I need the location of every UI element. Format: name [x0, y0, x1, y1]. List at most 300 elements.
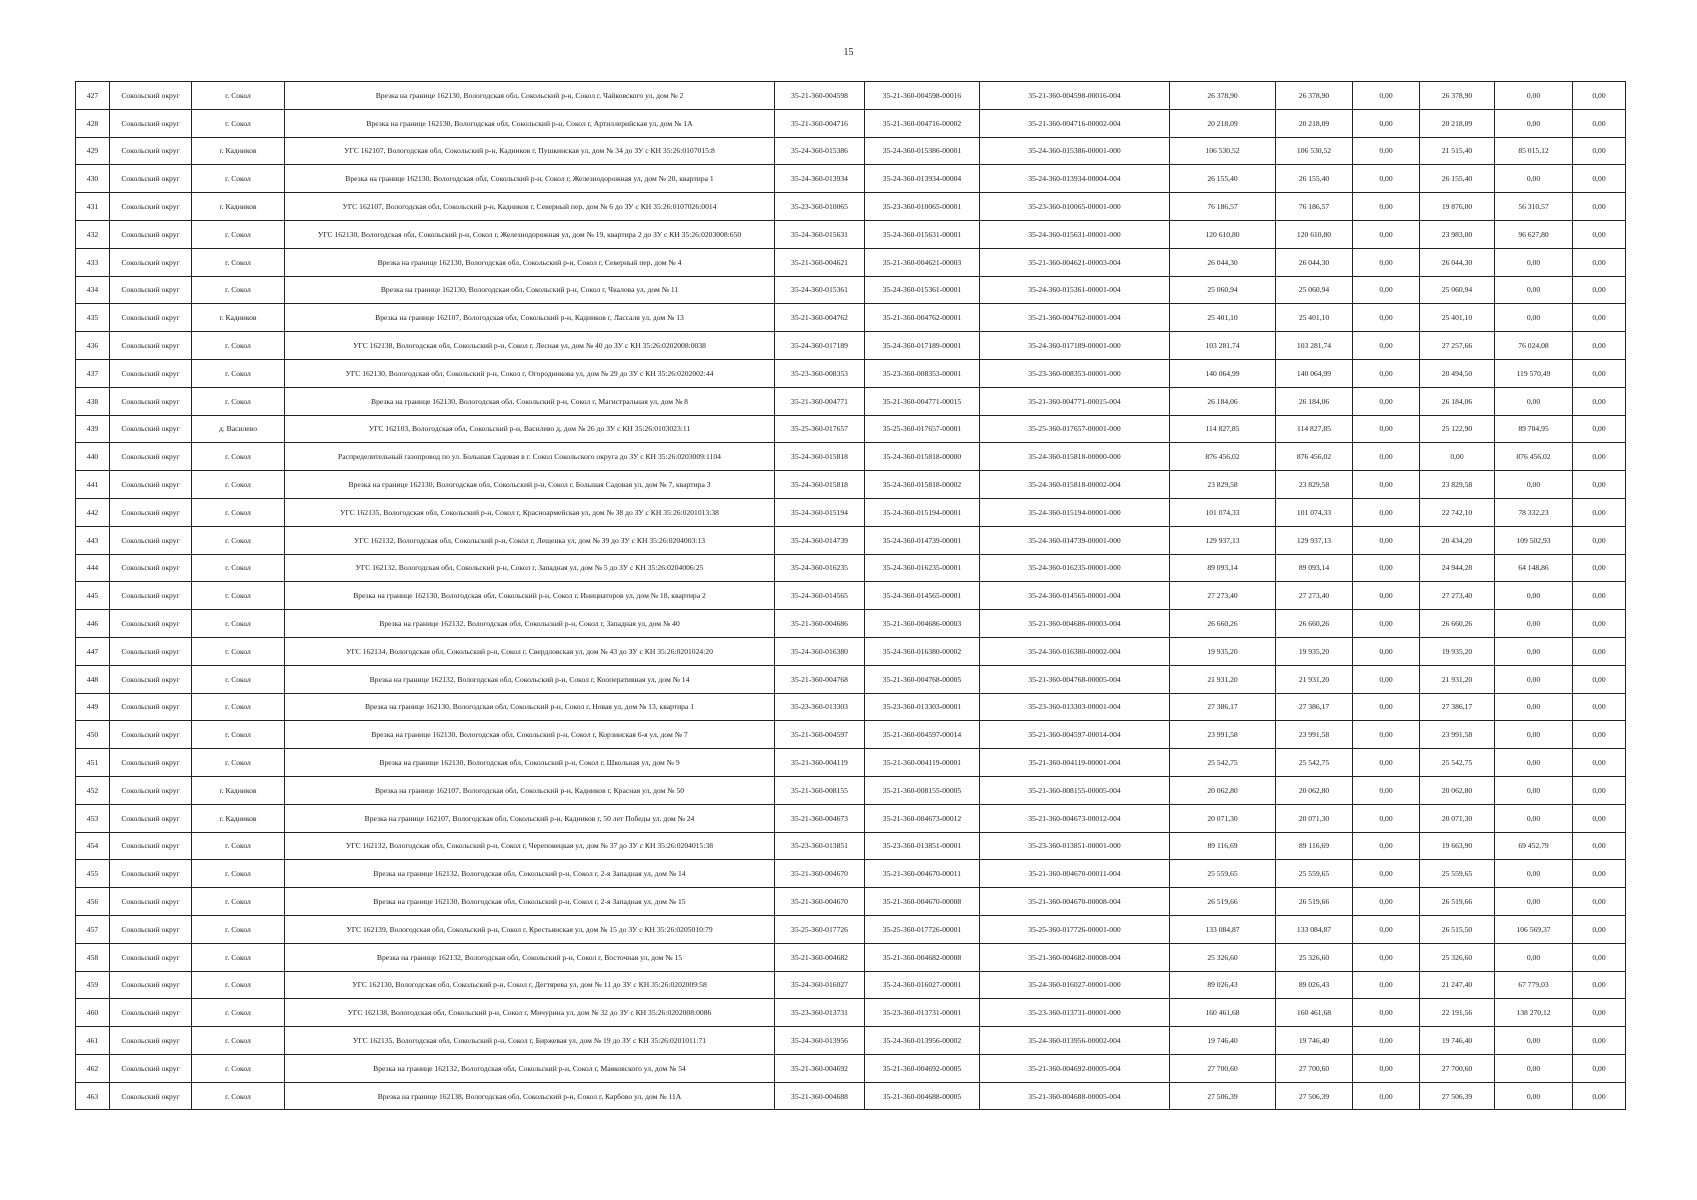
cadastral-quarter-cell: 35-21-360-004771 — [775, 387, 865, 415]
locality-cell: г. Сокол — [192, 971, 285, 999]
connection-cost-cell: 26 184,06 — [1420, 387, 1495, 415]
cost-cell: 26 519,66 — [1276, 888, 1353, 916]
network-cost-cell: 0,00 — [1495, 582, 1573, 610]
object-description-cell: УГС 162130, Вологодская обл, Сокольский р-н, Сокол г, Огородникова ул, дом № 29 до ЗУ с КН 35:26:0202002:44 — [285, 359, 775, 387]
table-row — [76, 832, 1626, 860]
connection-cost-cell: 20 218,09 — [1420, 109, 1495, 137]
object-id-cell: 35-24-360-013934-00004 — [865, 165, 980, 193]
locality-cell: г. Сокол — [192, 1082, 285, 1110]
object-id-cell: 35-24-360-016235-00001 — [865, 554, 980, 582]
sub-object-id-cell: 35-24-360-014739-00001-000 — [980, 526, 1170, 554]
cost-zero-cell: 0,00 — [1353, 971, 1420, 999]
connection-cost-cell: 23 991,58 — [1420, 721, 1495, 749]
table-row — [76, 1054, 1626, 1082]
district-cell: Сокольский округ — [110, 693, 192, 721]
object-description-cell: УГС 162134, Вологодская обл, Сокольский р-н, Сокол г, Свердловская ул, дом № 43 до ЗУ с КН 35:26:0201024:20 — [285, 637, 775, 665]
cost-cell: 25 060,94 — [1276, 276, 1353, 304]
connection-cost-cell: 22 191,56 — [1420, 999, 1495, 1027]
connection-cost-cell: 20 062,80 — [1420, 776, 1495, 804]
cost-zero-cell: 0,00 — [1353, 526, 1420, 554]
cost-cell: 26 378,90 — [1276, 82, 1353, 110]
connection-cost-cell: 20 434,20 — [1420, 526, 1495, 554]
connection-cost-cell: 26 155,40 — [1420, 165, 1495, 193]
connection-cost-cell: 0,00 — [1420, 443, 1495, 471]
cadastral-quarter-cell: 35-24-360-015386 — [775, 137, 865, 165]
sub-object-id-cell: 35-25-360-017657-00001-000 — [980, 415, 1170, 443]
object-description-cell: Врезка на границе 162130, Вологодская обл, Сокольский р-н, Сокол г, Магистральная ул, дом № 8 — [285, 387, 775, 415]
object-description-cell: Врезка на границе 162132, Вологодская обл, Сокольский р-н, Сокол г, Восточная ул, дом № 15 — [285, 943, 775, 971]
row-number-cell: 459 — [76, 971, 110, 999]
object-description-cell: Врезка на границе 162107, Вологодская обл, Сокольский р-н, Кадников г, 50 лет Победы ул, дом № 24 — [285, 804, 775, 832]
network-cost-cell: 138 270,12 — [1495, 999, 1573, 1027]
cost-zero-cell: 0,00 — [1353, 248, 1420, 276]
total-cost-cell: 89 116,69 — [1170, 832, 1276, 860]
total-cost-cell: 19 935,20 — [1170, 637, 1276, 665]
network-cost-cell: 78 332,23 — [1495, 498, 1573, 526]
district-cell: Сокольский округ — [110, 610, 192, 638]
network-cost-cell: 0,00 — [1495, 109, 1573, 137]
connection-cost-cell: 19 935,20 — [1420, 637, 1495, 665]
other-cost-cell: 0,00 — [1573, 137, 1626, 165]
district-cell: Сокольский округ — [110, 637, 192, 665]
other-cost-cell: 0,00 — [1573, 554, 1626, 582]
connection-cost-cell: 24 944,28 — [1420, 554, 1495, 582]
other-cost-cell: 0,00 — [1573, 1027, 1626, 1055]
cadastral-quarter-cell: 35-24-360-015361 — [775, 276, 865, 304]
object-description-cell: Врезка на границе 162130, Вологодская обл, Сокольский р-н, Сокол г, Железнодорожная ул, дом № 20, квартира 1 — [285, 165, 775, 193]
locality-cell: г. Сокол — [192, 248, 285, 276]
connection-cost-cell: 21 247,40 — [1420, 971, 1495, 999]
object-id-cell: 35-21-360-004716-00002 — [865, 109, 980, 137]
object-description-cell: Врезка на границе 162130, Вологодская обл, Сокольский р-н, Сокол г, Артиллерийская ул, дом № 1А — [285, 109, 775, 137]
cost-cell: 140 064,99 — [1276, 359, 1353, 387]
locality-cell: г. Сокол — [192, 1027, 285, 1055]
district-cell: Сокольский округ — [110, 471, 192, 499]
object-id-cell: 35-21-360-004682-00008 — [865, 943, 980, 971]
cost-zero-cell: 0,00 — [1353, 610, 1420, 638]
object-description-cell: УГС 162103, Вологодская обл, Сокольский р-н, Василево д, дом № 26 до ЗУ с КН 35:26:0103023:11 — [285, 415, 775, 443]
object-description-cell: Врезка на границе 162130, Вологодская обл, Сокольский р-н, Сокол г, Инициаторов ул, дом № 18, квартира 2 — [285, 582, 775, 610]
row-number-cell: 452 — [76, 776, 110, 804]
cost-zero-cell: 0,00 — [1353, 359, 1420, 387]
connection-cost-cell: 27 506,39 — [1420, 1082, 1495, 1110]
cadastral-quarter-cell: 35-23-360-013303 — [775, 693, 865, 721]
locality-cell: г. Сокол — [192, 82, 285, 110]
other-cost-cell: 0,00 — [1573, 915, 1626, 943]
object-id-cell: 35-25-360-017657-00001 — [865, 415, 980, 443]
sub-object-id-cell: 35-21-360-008155-00005-004 — [980, 776, 1170, 804]
object-id-cell: 35-24-360-015631-00001 — [865, 220, 980, 248]
total-cost-cell: 25 060,94 — [1170, 276, 1276, 304]
sub-object-id-cell: 35-23-360-013851-00001-000 — [980, 832, 1170, 860]
object-description-cell: Врезка на границе 162130, Вологодская обл, Сокольский р-н, Сокол г, Новая ул, дом № 13, квартира 1 — [285, 693, 775, 721]
cost-cell: 129 937,13 — [1276, 526, 1353, 554]
other-cost-cell: 0,00 — [1573, 943, 1626, 971]
object-description-cell: УГС 162138, Вологодская обл, Сокольский р-н, Сокол г, Лесная ул, дом № 40 до ЗУ с КН 35:26:0202008:0038 — [285, 332, 775, 360]
cost-cell: 20 071,30 — [1276, 804, 1353, 832]
sub-object-id-cell: 35-21-360-004670-00008-004 — [980, 888, 1170, 916]
cost-zero-cell: 0,00 — [1353, 165, 1420, 193]
cadastral-quarter-cell: 35-21-360-008155 — [775, 776, 865, 804]
cost-zero-cell: 0,00 — [1353, 776, 1420, 804]
other-cost-cell: 0,00 — [1573, 804, 1626, 832]
row-number-cell: 462 — [76, 1054, 110, 1082]
network-cost-cell: 64 148,86 — [1495, 554, 1573, 582]
sub-object-id-cell: 35-21-360-004686-00003-004 — [980, 610, 1170, 638]
cost-zero-cell: 0,00 — [1353, 415, 1420, 443]
table-row — [76, 137, 1626, 165]
cadastral-quarter-cell: 35-24-360-014565 — [775, 582, 865, 610]
table-row — [76, 1027, 1626, 1055]
row-number-cell: 454 — [76, 832, 110, 860]
total-cost-cell: 89 093,14 — [1170, 554, 1276, 582]
district-cell: Сокольский округ — [110, 582, 192, 610]
cost-zero-cell: 0,00 — [1353, 860, 1420, 888]
other-cost-cell: 0,00 — [1573, 359, 1626, 387]
object-description-cell: Врезка на границе 162132, Вологодская обл, Сокольский р-н, Сокол г, Маяковского ул, дом № 54 — [285, 1054, 775, 1082]
object-id-cell: 35-23-360-008353-00001 — [865, 359, 980, 387]
total-cost-cell: 106 530,52 — [1170, 137, 1276, 165]
cadastral-quarter-cell: 35-24-360-017189 — [775, 332, 865, 360]
connection-cost-cell: 25 326,60 — [1420, 943, 1495, 971]
locality-cell: г. Сокол — [192, 832, 285, 860]
object-id-cell: 35-21-360-004670-00011 — [865, 860, 980, 888]
sub-object-id-cell: 35-21-360-004598-00016-004 — [980, 82, 1170, 110]
cadastral-quarter-cell: 35-24-360-016027 — [775, 971, 865, 999]
object-id-cell: 35-21-360-004762-00001 — [865, 304, 980, 332]
cadastral-quarter-cell: 35-21-360-004692 — [775, 1054, 865, 1082]
network-cost-cell: 0,00 — [1495, 1027, 1573, 1055]
cost-zero-cell: 0,00 — [1353, 721, 1420, 749]
object-description-cell: УГС 162135, Вологодская обл, Сокольский р-н, Сокол г, Красноармейская ул, дом № 38 до ЗУ с КН 35:26:0201013:38 — [285, 498, 775, 526]
connection-cost-cell: 26 519,66 — [1420, 888, 1495, 916]
district-cell: Сокольский округ — [110, 332, 192, 360]
cost-cell: 26 184,06 — [1276, 387, 1353, 415]
row-number-cell: 436 — [76, 332, 110, 360]
cost-cell: 26 660,26 — [1276, 610, 1353, 638]
table-row — [76, 943, 1626, 971]
cost-cell: 103 281,74 — [1276, 332, 1353, 360]
other-cost-cell: 0,00 — [1573, 526, 1626, 554]
object-id-cell: 35-21-360-008155-00005 — [865, 776, 980, 804]
district-cell: Сокольский округ — [110, 248, 192, 276]
district-cell: Сокольский округ — [110, 665, 192, 693]
cost-cell: 27 386,17 — [1276, 693, 1353, 721]
total-cost-cell: 133 084,87 — [1170, 915, 1276, 943]
connection-cost-cell: 25 122,90 — [1420, 415, 1495, 443]
total-cost-cell: 23 829,58 — [1170, 471, 1276, 499]
network-cost-cell: 0,00 — [1495, 165, 1573, 193]
total-cost-cell: 160 461,68 — [1170, 999, 1276, 1027]
connection-cost-cell: 26 044,30 — [1420, 248, 1495, 276]
row-number-cell: 446 — [76, 610, 110, 638]
total-cost-cell: 26 519,66 — [1170, 888, 1276, 916]
cost-zero-cell: 0,00 — [1353, 332, 1420, 360]
sub-object-id-cell: 35-24-360-015194-00001-000 — [980, 498, 1170, 526]
network-cost-cell: 0,00 — [1495, 304, 1573, 332]
table-row — [76, 1082, 1626, 1110]
table-row — [76, 999, 1626, 1027]
sub-object-id-cell: 35-21-360-004597-00014-004 — [980, 721, 1170, 749]
connection-cost-cell: 25 401,10 — [1420, 304, 1495, 332]
other-cost-cell: 0,00 — [1573, 193, 1626, 221]
district-cell: Сокольский округ — [110, 498, 192, 526]
cadastral-quarter-cell: 35-23-360-010065 — [775, 193, 865, 221]
table-row — [76, 693, 1626, 721]
object-id-cell: 35-24-360-016380-00002 — [865, 637, 980, 665]
cost-zero-cell: 0,00 — [1353, 109, 1420, 137]
cost-zero-cell: 0,00 — [1353, 471, 1420, 499]
other-cost-cell: 0,00 — [1573, 582, 1626, 610]
cadastral-quarter-cell: 35-21-360-004762 — [775, 304, 865, 332]
sub-object-id-cell: 35-21-360-004119-00001-004 — [980, 749, 1170, 777]
connection-cost-cell: 27 257,66 — [1420, 332, 1495, 360]
network-cost-cell: 0,00 — [1495, 749, 1573, 777]
other-cost-cell: 0,00 — [1573, 165, 1626, 193]
cost-zero-cell: 0,00 — [1353, 1082, 1420, 1110]
cadastral-quarter-cell: 35-21-360-004673 — [775, 804, 865, 832]
object-description-cell: Врезка на границе 162130, Вологодская обл, Сокольский р-н, Сокол г, Корзинская 6-я ул, дом № 7 — [285, 721, 775, 749]
other-cost-cell: 0,00 — [1573, 443, 1626, 471]
row-number-cell: 460 — [76, 999, 110, 1027]
table-row — [76, 387, 1626, 415]
sub-object-id-cell: 35-21-360-004670-00011-004 — [980, 860, 1170, 888]
other-cost-cell: 0,00 — [1573, 248, 1626, 276]
object-id-cell: 35-24-360-015818-00002 — [865, 471, 980, 499]
object-id-cell: 35-21-360-004771-00015 — [865, 387, 980, 415]
object-description-cell: Врезка на границе 162130, Вологодская обл, Сокольский р-н, Сокол г, Чкалова ул, дом № 11 — [285, 276, 775, 304]
locality-cell: г. Сокол — [192, 943, 285, 971]
cost-cell: 89 026,43 — [1276, 971, 1353, 999]
connection-cost-cell: 20 494,50 — [1420, 359, 1495, 387]
cost-zero-cell: 0,00 — [1353, 693, 1420, 721]
district-cell: Сокольский округ — [110, 165, 192, 193]
cost-zero-cell: 0,00 — [1353, 220, 1420, 248]
locality-cell: г. Сокол — [192, 526, 285, 554]
cadastral-quarter-cell: 35-21-360-004682 — [775, 943, 865, 971]
locality-cell: г. Сокол — [192, 498, 285, 526]
total-cost-cell: 120 610,80 — [1170, 220, 1276, 248]
object-id-cell: 35-24-360-015818-00000 — [865, 443, 980, 471]
district-cell: Сокольский округ — [110, 276, 192, 304]
table-row — [76, 749, 1626, 777]
other-cost-cell: 0,00 — [1573, 220, 1626, 248]
other-cost-cell: 0,00 — [1573, 860, 1626, 888]
total-cost-cell: 25 559,65 — [1170, 860, 1276, 888]
cost-zero-cell: 0,00 — [1353, 999, 1420, 1027]
cadastral-quarter-cell: 35-23-360-008353 — [775, 359, 865, 387]
network-cost-cell: 876 456,02 — [1495, 443, 1573, 471]
total-cost-cell: 26 155,40 — [1170, 165, 1276, 193]
row-number-cell: 463 — [76, 1082, 110, 1110]
cadastral-quarter-cell: 35-21-360-004716 — [775, 109, 865, 137]
network-cost-cell: 0,00 — [1495, 943, 1573, 971]
locality-cell: д. Василево — [192, 415, 285, 443]
other-cost-cell: 0,00 — [1573, 832, 1626, 860]
cadastral-quarter-cell: 35-24-360-015631 — [775, 220, 865, 248]
cost-cell: 23 829,58 — [1276, 471, 1353, 499]
cadastral-quarter-cell: 35-23-360-013731 — [775, 999, 865, 1027]
cost-cell: 26 044,30 — [1276, 248, 1353, 276]
row-number-cell: 430 — [76, 165, 110, 193]
table-row — [76, 637, 1626, 665]
object-id-cell: 35-21-360-004686-00003 — [865, 610, 980, 638]
connection-cost-cell: 19 876,00 — [1420, 193, 1495, 221]
total-cost-cell: 101 074,33 — [1170, 498, 1276, 526]
row-number-cell: 444 — [76, 554, 110, 582]
sub-object-id-cell: 35-24-360-017189-00001-000 — [980, 332, 1170, 360]
object-id-cell: 35-21-360-004598-00016 — [865, 82, 980, 110]
cost-zero-cell: 0,00 — [1353, 1027, 1420, 1055]
object-id-cell: 35-25-360-017726-00001 — [865, 915, 980, 943]
table-row — [76, 443, 1626, 471]
district-cell: Сокольский округ — [110, 776, 192, 804]
cost-cell: 89 093,14 — [1276, 554, 1353, 582]
cost-zero-cell: 0,00 — [1353, 637, 1420, 665]
network-cost-cell: 0,00 — [1495, 888, 1573, 916]
sub-object-id-cell: 35-24-360-015631-00001-000 — [980, 220, 1170, 248]
row-number-cell: 449 — [76, 693, 110, 721]
locality-cell: г. Кадников — [192, 193, 285, 221]
network-cost-cell: 89 704,95 — [1495, 415, 1573, 443]
network-cost-cell: 106 569,37 — [1495, 915, 1573, 943]
cadastral-quarter-cell: 35-21-360-004598 — [775, 82, 865, 110]
district-cell: Сокольский округ — [110, 82, 192, 110]
network-cost-cell: 0,00 — [1495, 610, 1573, 638]
total-cost-cell: 25 326,60 — [1170, 943, 1276, 971]
sub-object-id-cell: 35-23-360-013303-00001-004 — [980, 693, 1170, 721]
row-number-cell: 448 — [76, 665, 110, 693]
district-cell: Сокольский округ — [110, 193, 192, 221]
other-cost-cell: 0,00 — [1573, 776, 1626, 804]
district-cell: Сокольский округ — [110, 721, 192, 749]
cost-zero-cell: 0,00 — [1353, 804, 1420, 832]
row-number-cell: 438 — [76, 387, 110, 415]
table-row — [76, 82, 1626, 110]
district-cell: Сокольский округ — [110, 999, 192, 1027]
cost-zero-cell: 0,00 — [1353, 498, 1420, 526]
connection-cost-cell: 27 386,17 — [1420, 693, 1495, 721]
network-cost-cell: 0,00 — [1495, 276, 1573, 304]
total-cost-cell: 103 281,74 — [1170, 332, 1276, 360]
other-cost-cell: 0,00 — [1573, 665, 1626, 693]
table-row — [76, 915, 1626, 943]
row-number-cell: 434 — [76, 276, 110, 304]
cadastral-quarter-cell: 35-21-360-004119 — [775, 749, 865, 777]
sub-object-id-cell: 35-21-360-004768-00005-004 — [980, 665, 1170, 693]
row-number-cell: 451 — [76, 749, 110, 777]
network-cost-cell: 0,00 — [1495, 471, 1573, 499]
cost-cell: 133 084,87 — [1276, 915, 1353, 943]
locality-cell: г. Сокол — [192, 721, 285, 749]
table-row — [76, 165, 1626, 193]
sub-object-id-cell: 35-23-360-008353-00001-000 — [980, 359, 1170, 387]
row-number-cell: 437 — [76, 359, 110, 387]
object-id-cell: 35-24-360-014565-00001 — [865, 582, 980, 610]
district-cell: Сокольский округ — [110, 526, 192, 554]
cadastral-quarter-cell: 35-24-360-013934 — [775, 165, 865, 193]
object-id-cell: 35-21-360-004670-00008 — [865, 888, 980, 916]
cost-zero-cell: 0,00 — [1353, 749, 1420, 777]
cost-cell: 25 326,60 — [1276, 943, 1353, 971]
other-cost-cell: 0,00 — [1573, 109, 1626, 137]
district-cell: Сокольский округ — [110, 1082, 192, 1110]
connection-cost-cell: 25 559,65 — [1420, 860, 1495, 888]
network-cost-cell: 0,00 — [1495, 248, 1573, 276]
cost-cell: 25 542,75 — [1276, 749, 1353, 777]
cost-cell: 76 186,57 — [1276, 193, 1353, 221]
object-id-cell: 35-24-360-017189-00001 — [865, 332, 980, 360]
network-cost-cell: 56 310,57 — [1495, 193, 1573, 221]
table-row — [76, 610, 1626, 638]
total-cost-cell: 26 044,30 — [1170, 248, 1276, 276]
object-id-cell: 35-21-360-004597-00014 — [865, 721, 980, 749]
row-number-cell: 457 — [76, 915, 110, 943]
total-cost-cell: 89 026,43 — [1170, 971, 1276, 999]
cost-cell: 101 074,33 — [1276, 498, 1353, 526]
sub-object-id-cell: 35-24-360-016235-00001-000 — [980, 554, 1170, 582]
cost-cell: 19 935,20 — [1276, 637, 1353, 665]
network-cost-cell: 109 502,93 — [1495, 526, 1573, 554]
object-id-cell: 35-23-360-013731-00001 — [865, 999, 980, 1027]
connection-cost-cell: 20 071,30 — [1420, 804, 1495, 832]
cost-zero-cell: 0,00 — [1353, 137, 1420, 165]
locality-cell: г. Сокол — [192, 387, 285, 415]
object-description-cell: УГС 162132, Вологодская обл, Сокольский р-н, Сокол г, Череповецкая ул, дом № 37 до ЗУ с КН 35:26:0204015:38 — [285, 832, 775, 860]
cadastral-quarter-cell: 35-24-360-015818 — [775, 443, 865, 471]
network-cost-cell: 0,00 — [1495, 693, 1573, 721]
locality-cell: г. Сокол — [192, 610, 285, 638]
other-cost-cell: 0,00 — [1573, 610, 1626, 638]
cost-cell: 25 401,10 — [1276, 304, 1353, 332]
sub-object-id-cell: 35-21-360-004673-00012-004 — [980, 804, 1170, 832]
connection-cost-cell: 19 746,40 — [1420, 1027, 1495, 1055]
network-cost-cell: 96 627,80 — [1495, 220, 1573, 248]
object-description-cell: УГС 162130, Вологодская обл, Сокольский р-н, Сокол г, Дегтярева ул, дом № 11 до ЗУ с КН 35:26:0202009:58 — [285, 971, 775, 999]
locality-cell: г. Сокол — [192, 749, 285, 777]
locality-cell: г. Сокол — [192, 999, 285, 1027]
object-id-cell: 35-24-360-014739-00001 — [865, 526, 980, 554]
table-row — [76, 193, 1626, 221]
locality-cell: г. Сокол — [192, 915, 285, 943]
total-cost-cell: 27 273,40 — [1170, 582, 1276, 610]
other-cost-cell: 0,00 — [1573, 1054, 1626, 1082]
object-description-cell: Врезка на границе 162130, Вологодская обл, Сокольский р-н, Сокол г, Школьная ул, дом № 9 — [285, 749, 775, 777]
district-cell: Сокольский округ — [110, 415, 192, 443]
network-cost-cell: 0,00 — [1495, 1082, 1573, 1110]
table-row — [76, 415, 1626, 443]
cost-cell: 89 116,69 — [1276, 832, 1353, 860]
network-cost-cell: 67 779,03 — [1495, 971, 1573, 999]
connection-cost-cell: 26 378,90 — [1420, 82, 1495, 110]
cost-cell: 106 530,52 — [1276, 137, 1353, 165]
locality-cell: г. Сокол — [192, 443, 285, 471]
table-row — [76, 498, 1626, 526]
cadastral-quarter-cell: 35-24-360-013956 — [775, 1027, 865, 1055]
sub-object-id-cell: 35-24-360-016380-00002-004 — [980, 637, 1170, 665]
row-number-cell: 443 — [76, 526, 110, 554]
district-cell: Сокольский округ — [110, 943, 192, 971]
sub-object-id-cell: 35-24-360-015818-00002-004 — [980, 471, 1170, 499]
total-cost-cell: 76 186,57 — [1170, 193, 1276, 221]
object-id-cell: 35-21-360-004768-00005 — [865, 665, 980, 693]
row-number-cell: 447 — [76, 637, 110, 665]
cadastral-quarter-cell: 35-23-360-013851 — [775, 832, 865, 860]
other-cost-cell: 0,00 — [1573, 1082, 1626, 1110]
object-description-cell: Врезка на границе 162132, Вологодская обл, Сокольский р-н, Сокол г, 2-я Западная ул, дом № 14 — [285, 860, 775, 888]
sub-object-id-cell: 35-24-360-016027-00001-000 — [980, 971, 1170, 999]
cost-zero-cell: 0,00 — [1353, 387, 1420, 415]
